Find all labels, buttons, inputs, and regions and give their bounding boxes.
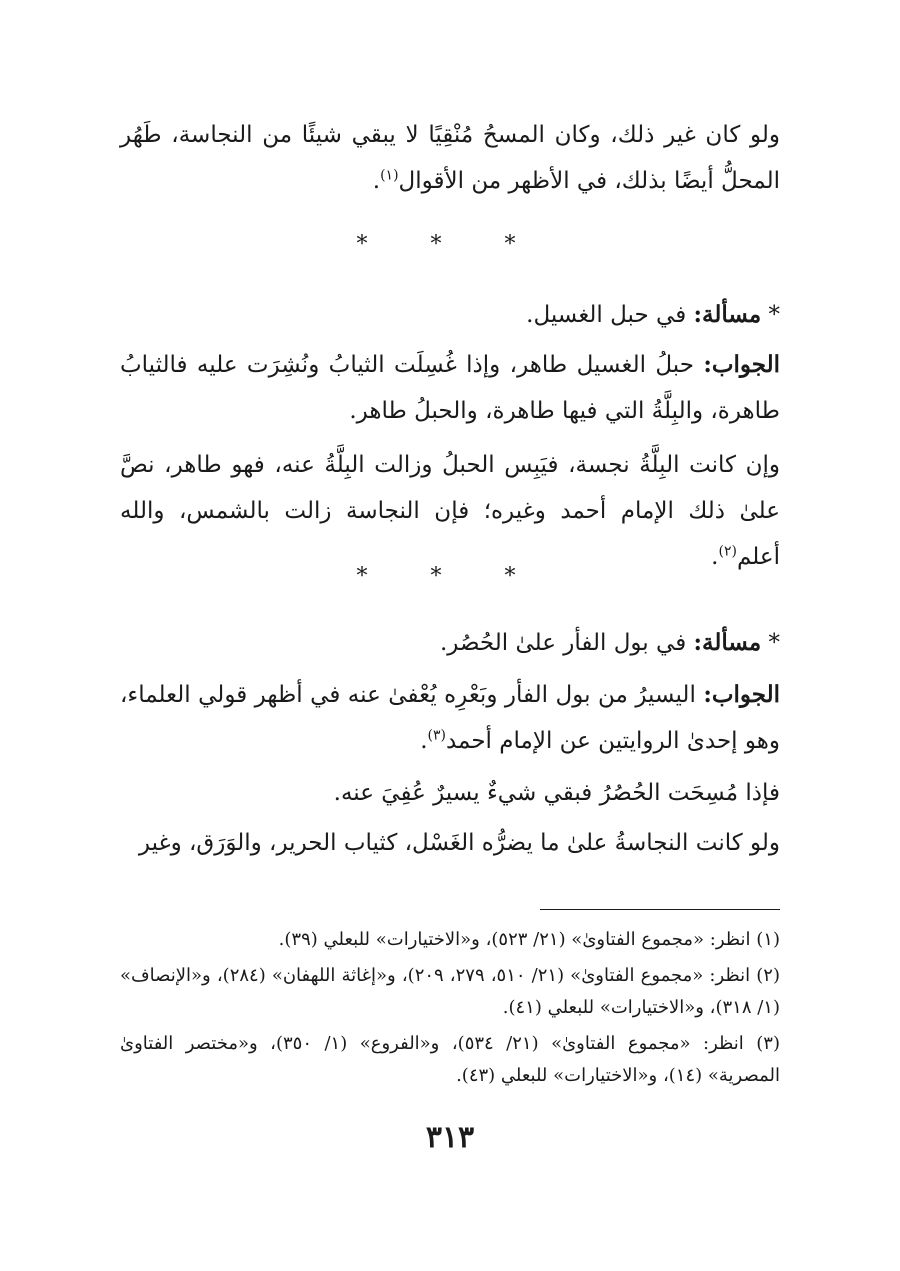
question-label: مسألة: (693, 301, 762, 328)
paragraph-end: . (420, 728, 428, 754)
section-divider-stars: * * * (356, 564, 544, 589)
paragraph-text: ولو كان غير ذلك، وكان المسحُ مُنْقِيًا لا يبقي شيئًا من النجاسة، طَهُر المحلُّ أيضًا بذلك، في الأظهر من الأقوال (120, 122, 780, 194)
star-marker: * (761, 630, 780, 656)
footnote-1: (١) انظر: «مجموع الفتاوىٰ» (٢١/ ٥٢٣)، و«الاختيارات» للبعلي (٣٩). (278, 929, 780, 950)
footnote-separator (540, 909, 780, 910)
answer-text: اليسيرُ من بول الفأر وبَعْرِه يُعْفىٰ عنه في أظهر قولي العلماء، وهو إحدىٰ الروايتين عن الإمام أحمد (120, 682, 780, 754)
paragraph-end: . (711, 544, 719, 570)
question-text: في بول الفأر علىٰ الحُصُر. (439, 630, 694, 656)
answer-paragraph-1 (120, 342, 780, 434)
answer-paragraph-2 (120, 672, 780, 764)
answer-paragraph-2c: ولو كانت النجاسةُ علىٰ ما يضرُّه الغَسْل، كثياب الحرير، والوَرَق، وغير (138, 830, 780, 856)
footnotes (120, 924, 780, 1096)
question-text: في حبل الغسيل. (526, 302, 694, 328)
answer-label: الجواب: (703, 351, 780, 378)
footnote-3: (٣) انظر: «مجموع الفتاوىٰ» (٢١/ ٥٣٤)، و«الفروع» (١/ ٣٥٠)، و«مختصر الفتاوىٰ المصرية» (١٤)، و«الاختيارات» للبعلي (٤٣). (120, 1033, 780, 1086)
answer-paragraph-2b: فإذا مُسِحَت الحُصُرُ فبقي شيءٌ يسيرٌ عُفِيَ عنه. (333, 780, 780, 806)
question-heading-2 (120, 620, 780, 666)
question-heading-1 (120, 292, 780, 338)
star-marker: * (761, 302, 780, 328)
answer-text: حبلُ الغسيل طاهر، وإذا غُسِلَت الثيابُ ونُشِرَت عليه فالثيابُ طاهرة، والبِلَّةُ التي فيها طاهرة، والحبلُ طاهر. (120, 352, 780, 424)
paragraph-intro (120, 112, 780, 204)
question-label: مسألة: (693, 629, 762, 656)
section-divider-stars: * * * (356, 232, 544, 257)
answer-label: الجواب: (703, 681, 780, 708)
paragraph-end: . (372, 168, 381, 194)
footnote-ref-2[interactable]: (٢) (718, 543, 737, 560)
page-number: ٣١٣ (425, 1120, 475, 1155)
footnote-2: (٢) انظر: «مجموع الفتاوىٰ» (٢١/ ٥١٠، ٢٧٩، ٢٠٩)، و«إغاثة اللهفان» (٢٨٤)، و«الإنصاف» (١/ ٣١٨)، و«الاختيارات» للبعلي (٤١). (120, 965, 780, 1018)
footnote-ref-3[interactable]: (٣) (427, 727, 446, 744)
paragraph-text: وإن كانت البِلَّةُ نجسة، فيَبِس الحبلُ وزالت البِلَّةُ عنه، فهو طاهر، نصَّ علىٰ ذلك الإمام أحمد وغيره؛ فإن النجاسة زالت بالشمس، والله أعلم (120, 452, 780, 570)
answer-paragraph-1b (120, 442, 780, 580)
footnote-ref-1[interactable]: (١) (380, 167, 399, 184)
